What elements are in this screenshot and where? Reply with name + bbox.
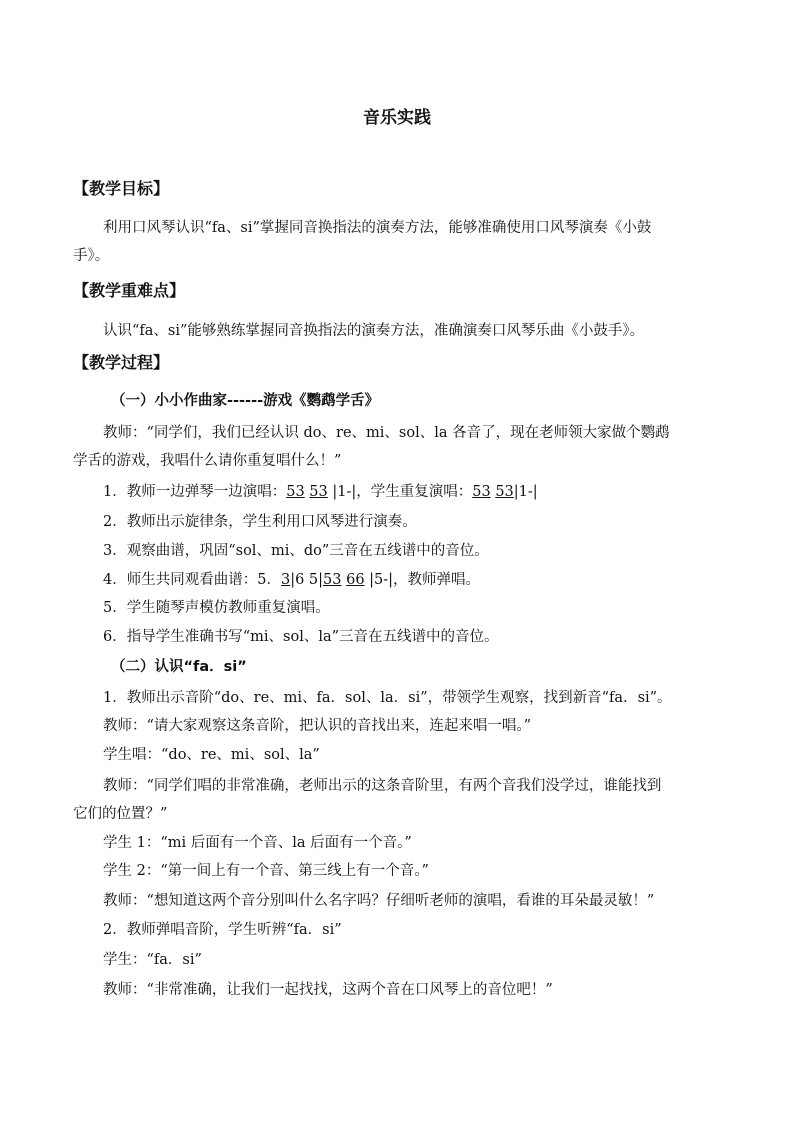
part2-line-10: 学生：“fa．si” [103, 952, 202, 968]
part2-line-2: 教师：“请大家观察这条音阶，把认识的音找出来，连起来唱一唱。” [103, 718, 532, 734]
step1-notes-2: 53 [309, 484, 328, 500]
part1-step-1 [103, 482, 538, 502]
step1-notes-4: 53 [495, 484, 514, 500]
step4-prefix: 4．师生共同观看曲谱：5． [103, 572, 281, 588]
part2-heading: （二）认识“fa．si” [111, 659, 247, 675]
step4-notes-2: 53 [323, 572, 342, 588]
step1-mid: |1-|，学生重复演唱： [327, 484, 473, 500]
part1-step-4 [103, 570, 480, 590]
step4-bar-a: |6 5| [290, 572, 324, 588]
step1-notes-3: 53 [472, 484, 491, 500]
step4-notes-3: 66 [346, 572, 365, 588]
part2-line-1: 1．教师出示音阶“do、re、mi、fa．sol、la．si”，带领学生观察，找到新音“fa．si”。 [103, 690, 672, 706]
goal-text-line-2: 手》。 [73, 248, 110, 264]
part1-teacher-intro-line-2: 学舌的游戏，我唱什么请你重复唱什么！” [73, 453, 342, 469]
part2-line-8: 教师：“想知道这两个音分别叫什么名字吗？仔细听老师的演唱，看谁的耳朵最灵敏！” [103, 893, 655, 909]
part1-heading: （一）小小作曲家------游戏《鹦鹉学舌》 [111, 393, 380, 409]
part2-line-3: 学生唱：“do、re、mi、sol、la” [103, 747, 320, 763]
part1-step-5: 5．学生随琴声模仿教师重复演唱。 [103, 600, 330, 616]
part1-step-6: 6．指导学生准确书写“mi、sol、la”三音在五线谱中的音位。 [103, 629, 499, 645]
page-title: 音乐实践 [363, 108, 431, 128]
part1-teacher-intro-line-1: 教师：“同学们，我们已经认识 do、re、mi、sol、la 各音了，现在老师领大家做个鹦鹉 [103, 425, 670, 441]
part2-line-9: 2．教师弹唱音阶，学生听辨“fa．si” [103, 922, 342, 938]
part2-line-11: 教师：“非常准确，让我们一起找找，这两个音在口风琴上的音位吧！” [103, 982, 553, 998]
step4-end: |5-|，教师弹唱。 [364, 572, 481, 588]
step1-notes-1: 53 [286, 484, 305, 500]
section-heading-process: 【教学过程】 [73, 353, 170, 372]
part2-line-4: 教师：“同学们唱的非常准确，老师出示的这条音阶里，有两个音我们没学过，谁能找到 [103, 778, 662, 794]
part2-line-6: 学生 1：“mi 后面有一个音、la 后面有一个音。” [103, 835, 412, 851]
keypoints-text: 认识“fa、si”能够熟练掌握同音换指法的演奏方法，准确演奏口风琴乐曲《小鼓手》。 [103, 323, 645, 339]
section-heading-goal: 【教学目标】 [73, 179, 170, 198]
part2-line-5: 它们的位置？” [73, 806, 168, 822]
section-heading-keypoints: 【教学重难点】 [73, 281, 186, 300]
step4-notes-1: 3 [280, 572, 291, 588]
part1-step-2: 2．教师出示旋律条，学生利用口风琴进行演奏。 [103, 514, 417, 530]
part2-line-7: 学生 2：“第一间上有一个音、第三线上有一个音。” [103, 863, 429, 879]
step1-prefix: 1．教师一边弹琴一边演唱： [103, 484, 287, 500]
step1-end: |1-| [513, 484, 538, 500]
part1-step-3: 3．观察曲谱，巩固“sol、mi、do”三音在五线谱中的音位。 [103, 543, 489, 559]
goal-text-line-1: 利用口风琴认识“fa、si”掌握同音换指法的演奏方法，能够准确使用口风琴演奏《小鼓 [103, 220, 652, 236]
